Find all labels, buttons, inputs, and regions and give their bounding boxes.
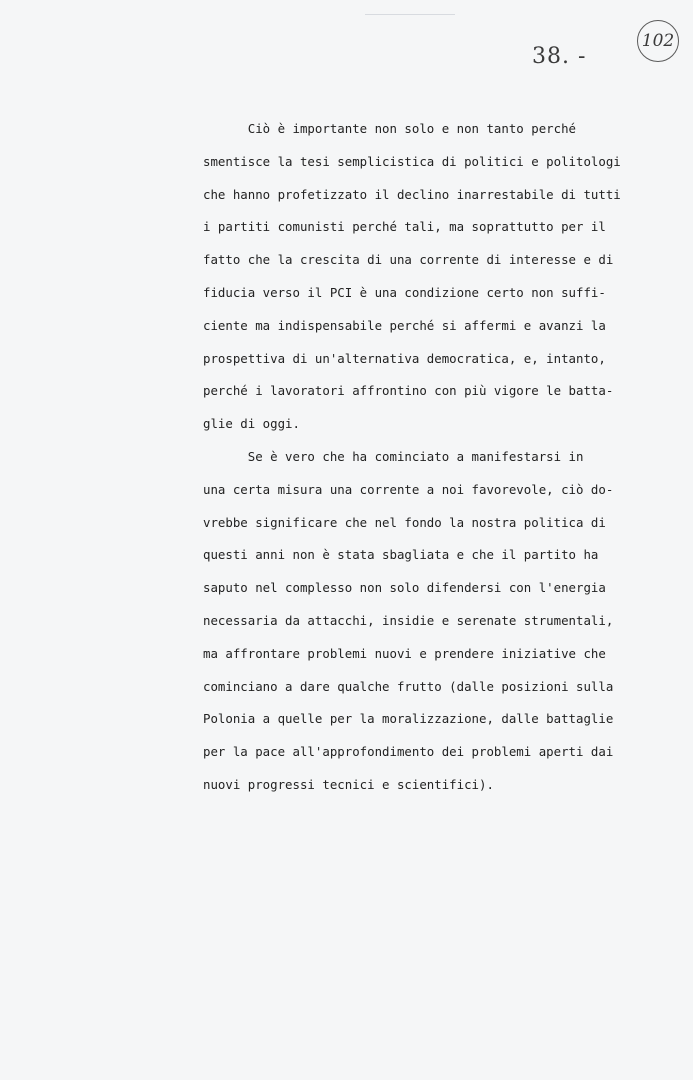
text-line: una certa misura una corrente a noi favorevole, ciò do- xyxy=(203,481,614,497)
archive-number: 102 xyxy=(641,31,675,51)
text-line: che hanno profetizzato il declino inarrestabile di tutti xyxy=(203,186,621,202)
text-line: prospettiva di un'alternativa democratica, e, intanto, xyxy=(203,350,606,366)
text-line: i partiti comunisti perché tali, ma soprattutto per il xyxy=(203,219,606,235)
text-line: vrebbe significare che nel fondo la nostra politica di xyxy=(203,514,606,530)
text-line: ma affrontare problemi nuovi e prendere iniziative che xyxy=(203,645,606,661)
text-line: smentisce la tesi semplicistica di politici e politologi xyxy=(203,153,621,169)
text-line: Ciò è importante non solo e non tanto perché xyxy=(203,121,576,136)
text-line: per la pace all'approfondimento dei problemi aperti dai xyxy=(203,744,614,760)
text-line: fatto che la crescita di una corrente di interesse e di xyxy=(203,252,614,268)
text-line: glie di oggi. xyxy=(203,416,300,432)
text-line: ciente ma indispensabile perché si affermi e avanzi la xyxy=(203,317,606,333)
page-number: 38. - xyxy=(532,44,587,69)
text-line: cominciano a dare qualche frutto (dalle posizioni sulla xyxy=(203,678,614,694)
text-line: perché i lavoratori affrontino con più vigore le batta- xyxy=(203,383,614,399)
typed-body-text xyxy=(203,121,621,810)
text-line: questi anni non è stata sbagliata e che il partito ha xyxy=(203,547,599,563)
text-line: saputo nel complesso non solo difendersi con l'energia xyxy=(203,580,606,596)
text-line: fiducia verso il PCI è una condizione certo non suffi- xyxy=(203,284,606,300)
archive-number-stamp xyxy=(637,20,679,62)
text-line: necessaria da attacchi, insidie e serenate strumentali, xyxy=(203,612,614,628)
text-line: nuovi progressi tecnici e scientifici). xyxy=(203,776,494,792)
paper-fold-mark xyxy=(365,14,455,15)
text-line: Se è vero che ha cominciato a manifestarsi in xyxy=(203,448,584,464)
text-line: Polonia a quelle per la moralizzazione, dalle battaglie xyxy=(203,711,614,727)
